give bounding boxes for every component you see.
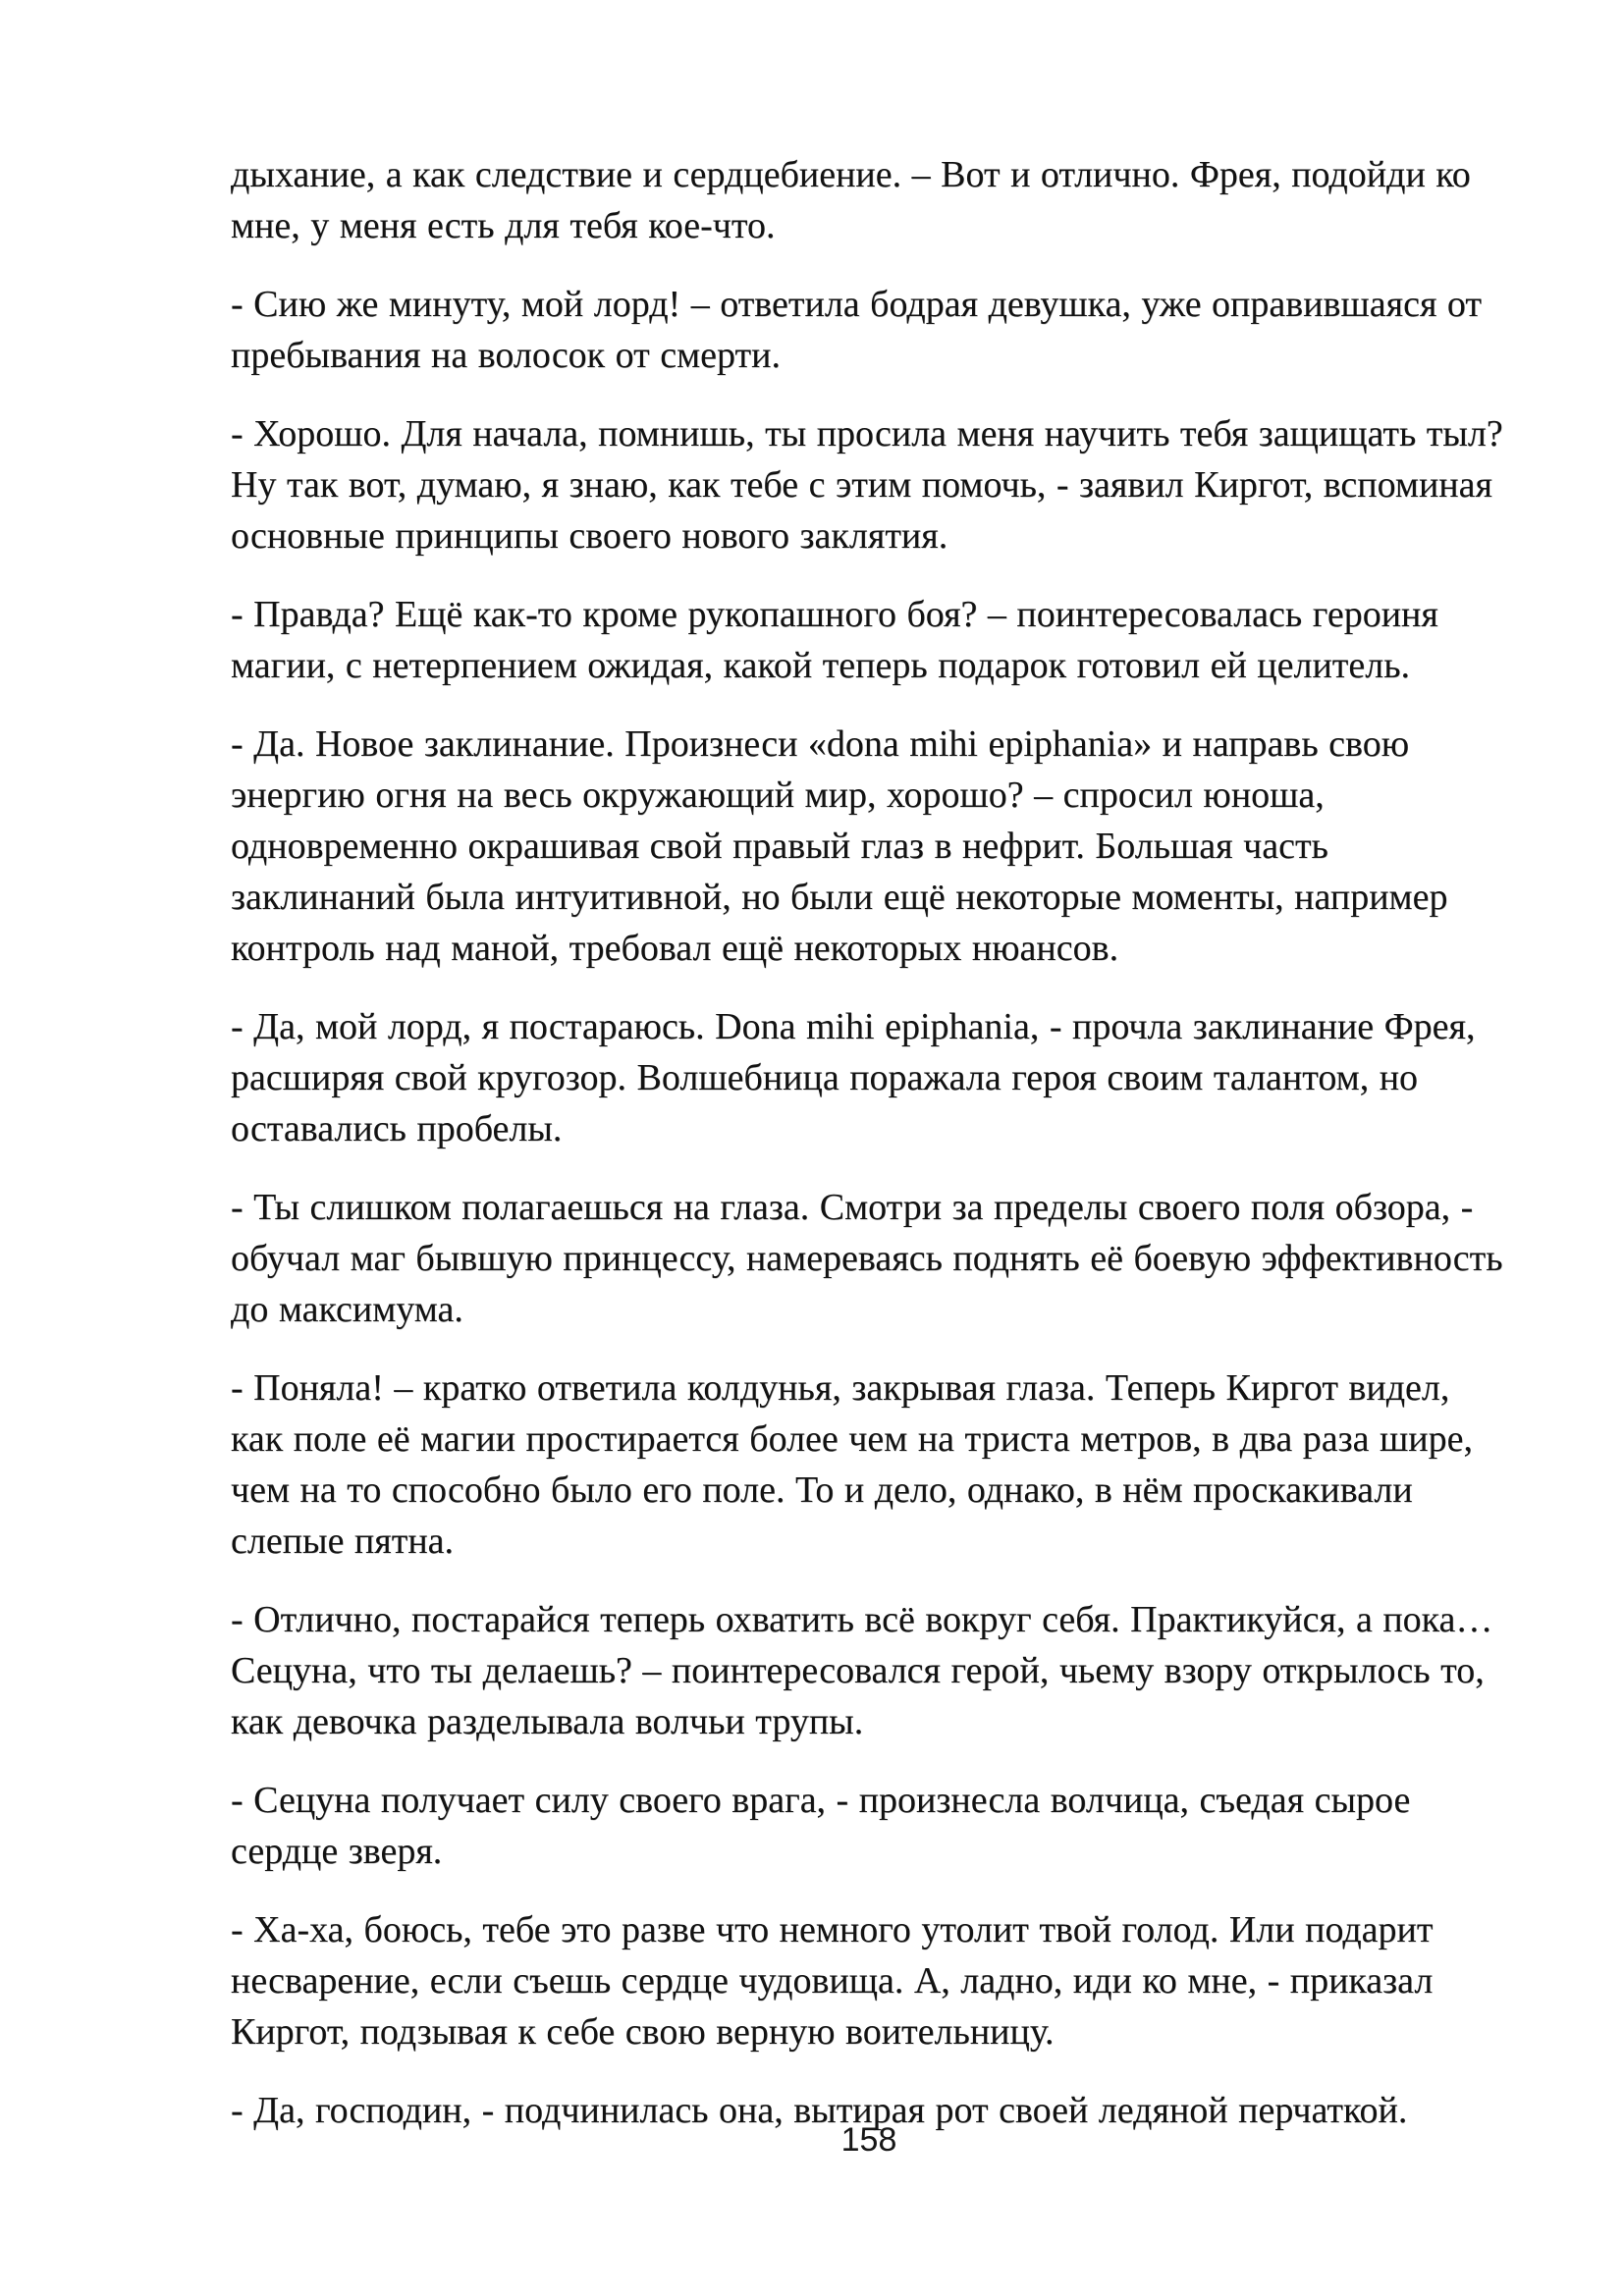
page-number: 158 bbox=[840, 2121, 897, 2159]
paragraph: - Ха-ха, боюсь, тебе это разве что немного утолит твой голод. Или подарит несварение, если съешь сердце чудовища. А, ладно, иди ко мне, - приказал Киргот, подзывая к себе свою верную воительницу. bbox=[231, 1909, 1434, 2053]
paragraph: дыхание, а как следствие и сердцебиение. – Вот и отлично. Фрея, подойди ко мне, у меня есть для тебя кое-что. bbox=[231, 154, 1471, 246]
paragraph: - Ты слишком полагаешься на глаза. Смотри за пределы своего поля обзора, - обучал маг бывшую принцессу, намереваясь поднять её боевую эффективность до максимума. bbox=[231, 1187, 1503, 1330]
paragraph: - Да. Новое заклинание. Произнеси «dona mihi epiphania» и направь свою энергию огня на весь окружающий мир, хорошо? – спросил юноша, одновременно окрашивая свой правый глаз в нефрит. Большая часть заклинаний была интуитивной, но были ещё некоторые моменты, например контроль над маной, требовал ещё некоторых нюансов. bbox=[231, 723, 1448, 969]
paragraph: - Да, мой лорд, я постараюсь. Dona mihi epiphania, - прочла заклинание Фрея, расширяя свой кругозор. Волшебница поражала героя своим талантом, но оставались пробелы. bbox=[231, 1006, 1476, 1149]
paragraph: - Сию же минуту, мой лорд! – ответила бодрая девушка, уже оправившаяся от пребывания на волосок от смерти. bbox=[231, 284, 1483, 376]
paragraph: - Хорошо. Для начала, помнишь, ты просила меня научить тебя защищать тыл? Ну так вот, думаю, я знаю, как тебе с этим помочь, - заявил Киргот, вспоминая основные принципы своего нового заклятия. bbox=[231, 413, 1503, 557]
text-block bbox=[231, 149, 1507, 2163]
paragraph: - Правда? Ещё как-то кроме рукопашного боя? – поинтересовалась героиня магии, с нетерпением ожидая, какой теперь подарок готовил ей целитель. bbox=[231, 594, 1438, 686]
paragraph: - Сецуна получает силу своего врага, - произнесла волчица, съедая сырое сердце зверя. bbox=[231, 1780, 1411, 1872]
paragraph: - Отлично, постарайся теперь охватить всё вокруг себя. Практикуйся, а пока… Сецуна, что ты делаешь? – поинтересовался герой, чьему взору открылось то, как девочка разделывала волчьи трупы. bbox=[231, 1599, 1493, 1742]
paragraph: - Да, господин, - подчинилась она, вытирая рот своей ледяной перчаткой. bbox=[231, 2090, 1408, 2131]
paragraph: - Поняла! – кратко ответила колдунья, закрывая глаза. Теперь Киргот видел, как поле её магии простирается более чем на триста метров, в два раза шире, чем на то способно было его поле. То и дело, однако, в нём проскакивали слепые пятна. bbox=[231, 1367, 1473, 1562]
